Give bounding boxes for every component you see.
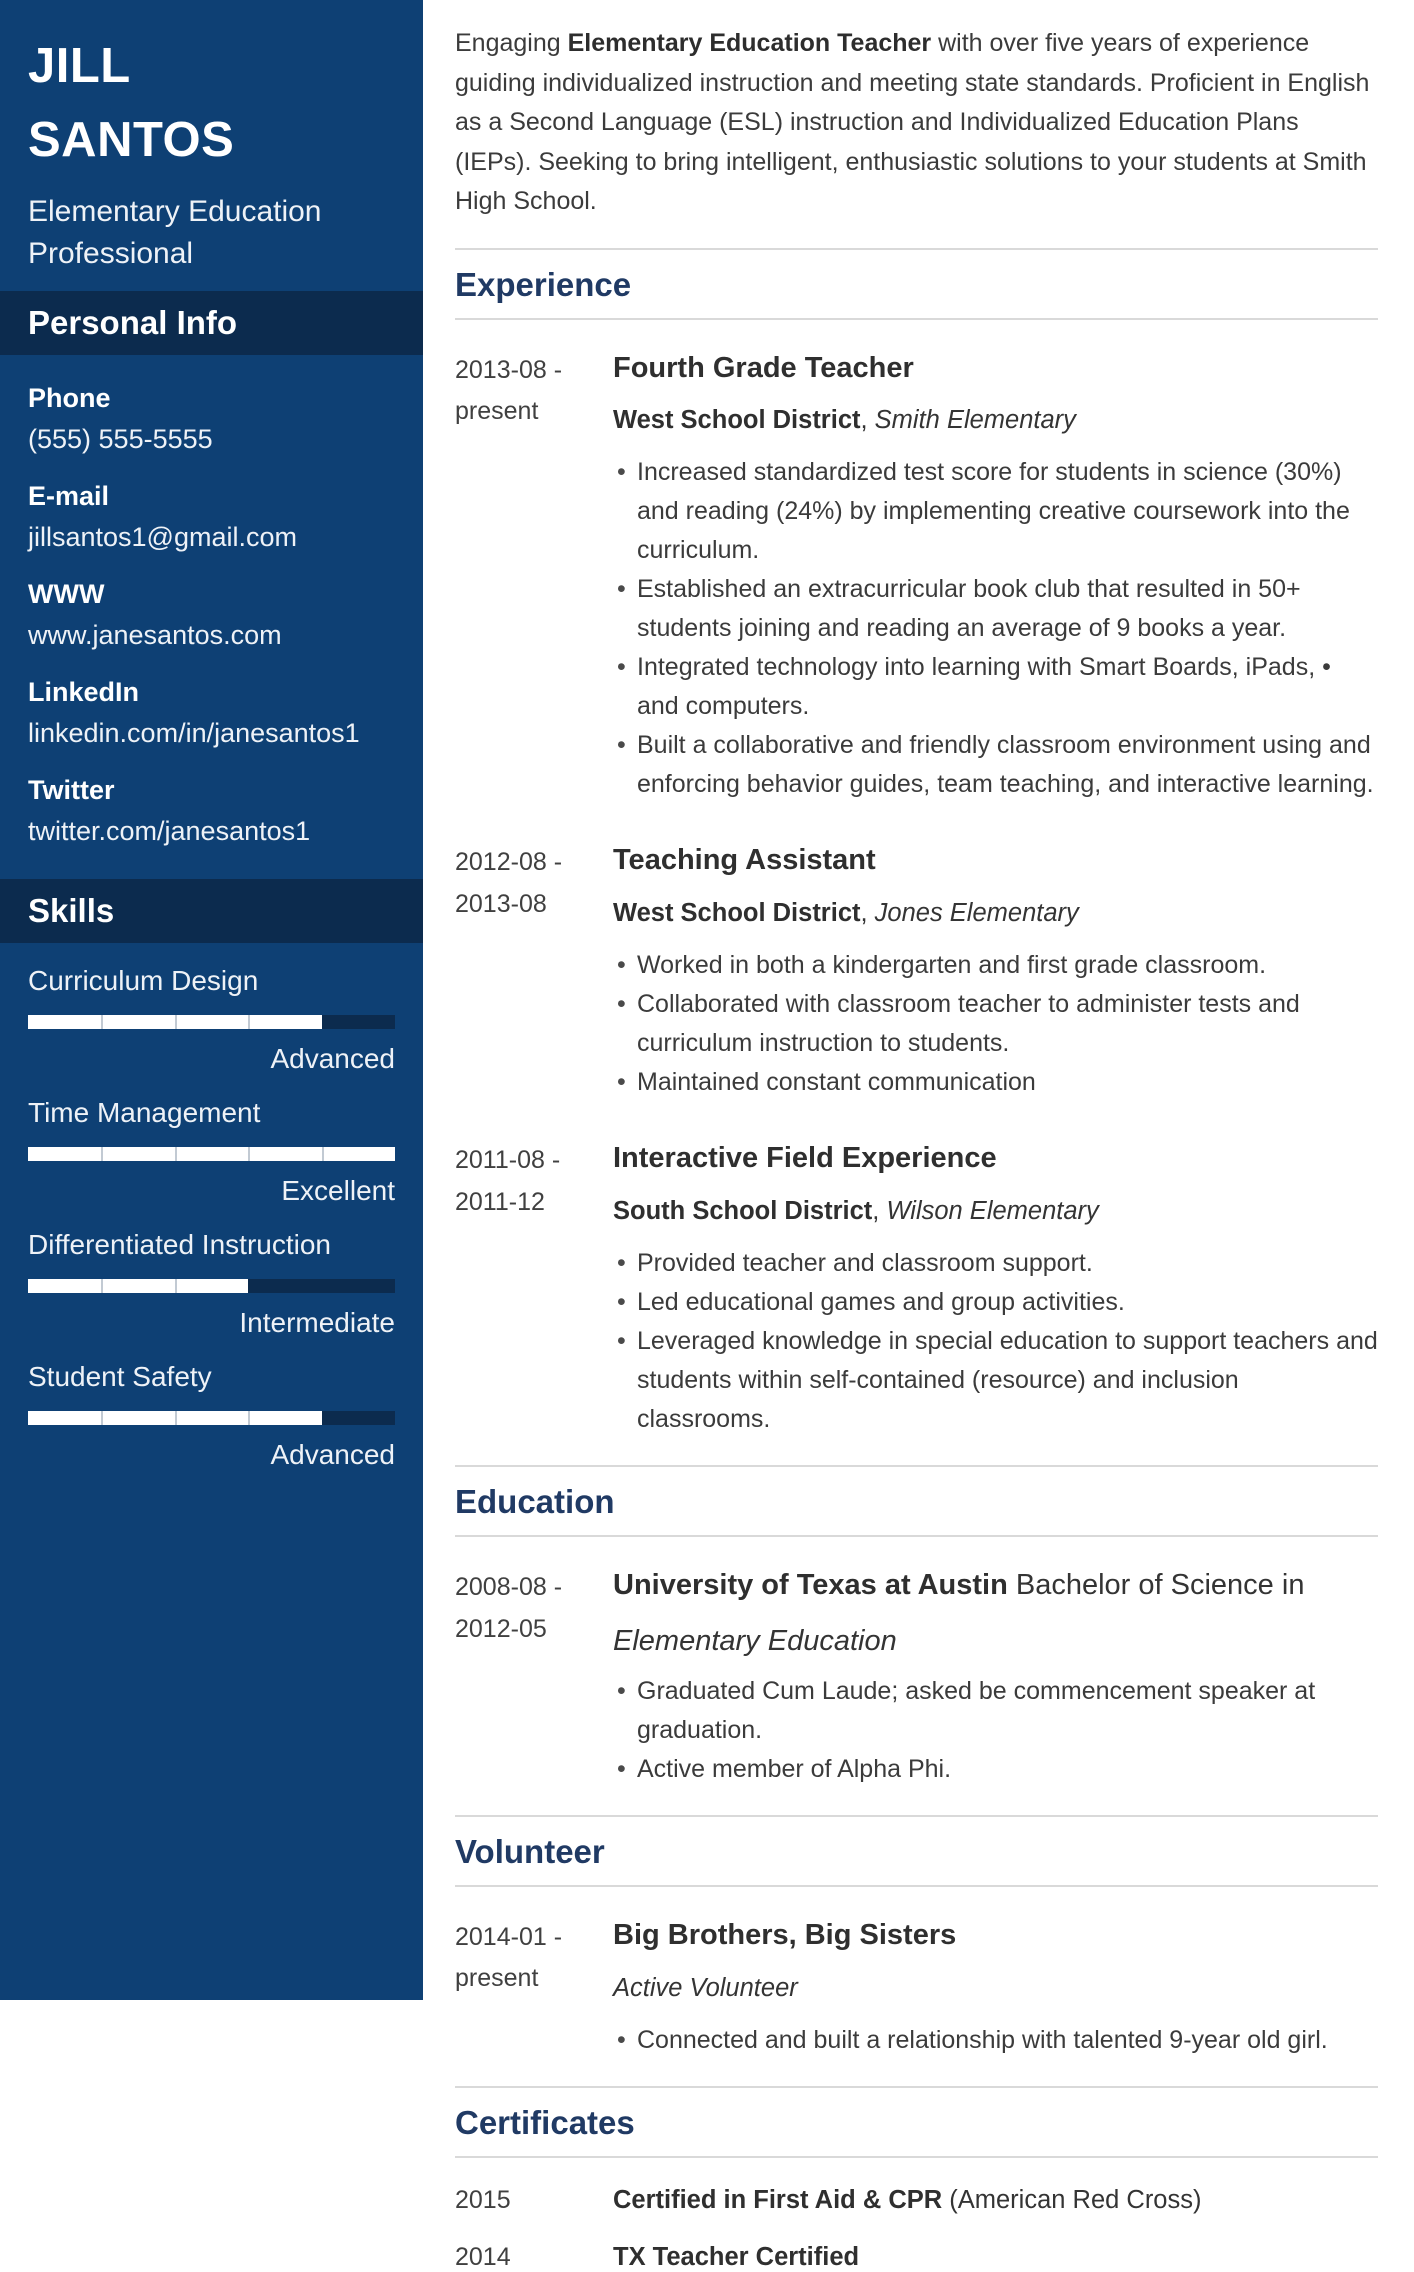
section-divider: [455, 248, 1378, 250]
entry-body: [613, 842, 1378, 1102]
entry-dates: [455, 842, 613, 1102]
section-heading-certificates: Certificates: [455, 2103, 635, 2141]
section-divider: [455, 1535, 1378, 1537]
candidate-title: Elementary Education Professional: [28, 195, 322, 270]
certificate-issuer: (American Red Cross): [942, 2185, 1202, 2214]
entry-body: [613, 1917, 1378, 2060]
contact-value-linkedin: linkedin.com/in/janesantos1: [28, 718, 360, 748]
personal-info-heading: Personal Info: [0, 291, 423, 355]
entry-body: [613, 350, 1378, 805]
separator: ,: [872, 1197, 887, 1226]
contact-label: LinkedIn: [28, 677, 140, 707]
profile-summary: [455, 24, 1378, 222]
bullet-item: • Integrated technology into learning with Smart Boards, iPads, • and computers.: [613, 648, 1378, 726]
date-start: 2011-08 -: [455, 1146, 561, 1175]
job-title: Teaching Assistant: [613, 844, 876, 877]
skill-item: [28, 965, 395, 1075]
name-line-2: SANTOS: [28, 112, 235, 167]
certificate-year: 2015: [455, 2185, 511, 2214]
skill-level: Excellent: [281, 1175, 395, 1206]
summary-prefix: Engaging: [455, 29, 568, 57]
summary-rest: with over five years of experience guiding individualized instruction and meeting state standards. Proficient in English as a Second Language (ESL) instruction and Individualized Education Plans (IEPs). Seeking to bring intelligent, enthusiastic solutions to your students at Smith High School.: [455, 29, 1370, 215]
contact-value-phone: (555) 555-5555: [28, 424, 213, 454]
date-start: 2014-01 -: [455, 1923, 563, 1951]
school-name: University of Texas at Austin: [613, 1569, 1008, 1602]
date-start: 2008-08 -: [455, 1573, 563, 1602]
company-name: South School District: [613, 1197, 873, 1226]
skill-progress-fill: [28, 1279, 248, 1293]
summary-highlight: Elementary Education Teacher: [567, 29, 932, 57]
certificate-name: Certified in First Aid & CPR: [613, 2185, 943, 2214]
skill-progress-bar: [28, 1147, 395, 1161]
skill-name: Student Safety: [28, 1361, 212, 1392]
section-divider: [455, 318, 1378, 320]
education-bullets: [613, 1672, 1378, 1789]
job-company-line: [613, 894, 1378, 932]
sidebar: [0, 0, 423, 2000]
company-name: West School District: [613, 406, 861, 435]
contact-value-website: www.janesantos.com: [28, 620, 282, 650]
job-title: Fourth Grade Teacher: [613, 351, 914, 384]
bullet-item: • Collaborated with classroom teacher to administer tests and curriculum instruction to students.: [613, 985, 1378, 1063]
section-divider: [455, 2086, 1378, 2088]
contact-label: Twitter: [28, 775, 115, 805]
skill-progress-bar: [28, 1411, 395, 1425]
bullet-item: • Active member of Alpha Phi.: [613, 1750, 1378, 1789]
date-end: 2012-05: [455, 1614, 547, 1643]
section-divider: [455, 1815, 1378, 1817]
job-bullets: [613, 946, 1378, 1102]
job-location: Wilson Elementary: [886, 1197, 1099, 1226]
skill-progress-bar: [28, 1015, 395, 1029]
contact-value-twitter: twitter.com/janesantos1: [28, 816, 311, 846]
bullet-item: • Increased standardized test score for students in science (30%) and reading (24%) by implementing creative coursework into the curriculum.: [613, 453, 1378, 570]
name-line-1: JILL: [28, 39, 131, 93]
contact-label: WWW: [28, 579, 105, 609]
date-start: 2013-08 -: [455, 355, 563, 384]
entry-body: [613, 1567, 1378, 1789]
contact-item-website: [28, 579, 395, 651]
certificate-title: [613, 2243, 1378, 2272]
certificate-title: [613, 2186, 1378, 2215]
skill-name: Curriculum Design: [28, 965, 259, 996]
contact-list: [0, 355, 423, 847]
section-heading-experience: Experience: [455, 265, 632, 303]
bullet-item: • Maintained constant communication: [613, 1063, 1378, 1102]
bullet-item: • Connected and built a relationship with talented 9-year old girl.: [613, 2021, 1378, 2060]
contact-item-linkedin: [28, 677, 395, 749]
date-end: 2011-12: [455, 1187, 545, 1216]
bullet-item: • Leveraged knowledge in special education to support teachers and students within self-contained (resource) and inclusion classrooms.: [613, 1322, 1378, 1439]
bullet-item: • Established an extracurricular book club that resulted in 50+ students joining and reading an average of 9 books a year.: [613, 570, 1378, 648]
experience-entry: [455, 842, 1378, 1102]
section-heading-volunteer: Volunteer: [455, 1833, 605, 1870]
company-name: West School District: [613, 899, 861, 928]
job-title: Interactive Field Experience: [613, 1142, 997, 1175]
skill-name: Time Management: [28, 1097, 261, 1128]
job-location: Jones Elementary: [874, 899, 1079, 928]
skill-progress-bar: [28, 1279, 395, 1293]
job-company-line: [613, 401, 1378, 439]
candidate-name: [0, 0, 423, 177]
job-location: Smith Elementary: [874, 406, 1076, 435]
volunteer-role-text: Active Volunteer: [613, 1973, 798, 2002]
date-end: 2013-08: [455, 889, 547, 918]
bullet-item: • Built a collaborative and friendly classroom environment using and enforcing behavior guides, team teaching, and interactive learning.: [613, 726, 1378, 804]
skill-name: Differentiated Instruction: [28, 1229, 331, 1260]
separator: ,: [860, 406, 875, 435]
volunteer-role: [613, 1969, 1378, 2007]
skill-item: [28, 1229, 395, 1339]
skill-level: Intermediate: [239, 1307, 395, 1338]
skill-level: Advanced: [270, 1439, 395, 1470]
contact-item-twitter: [28, 775, 395, 847]
bullet-item: • Led educational games and group activities.: [613, 1283, 1378, 1322]
contact-item-email: [28, 481, 395, 553]
date-end: present: [455, 396, 539, 425]
degree-name: Bachelor of Science in: [1007, 1569, 1305, 1602]
experience-entry: [455, 1140, 1378, 1439]
skill-item: [28, 1097, 395, 1207]
skills-heading: Skills: [0, 879, 423, 943]
skill-item: [28, 1361, 395, 1471]
volunteer-bullets: [613, 2021, 1378, 2060]
contact-label: Phone: [28, 383, 111, 413]
entry-body: [613, 1140, 1378, 1439]
date-start: 2012-08 -: [455, 848, 563, 877]
education-entry: [455, 1567, 1378, 1789]
bullet-item: • Worked in both a kindergarten and first grade classroom.: [613, 946, 1378, 985]
skills-list: [0, 965, 423, 1471]
main-content: [423, 0, 1414, 2271]
section-divider: [455, 1885, 1378, 1887]
bullet-item: • Provided teacher and classroom support.: [613, 1244, 1378, 1283]
job-bullets: [613, 1244, 1378, 1439]
bullet-item: • Graduated Cum Laude; asked be commencement speaker at graduation.: [613, 1672, 1378, 1750]
date-end: present: [455, 1964, 539, 1993]
certificate-year: 2014: [455, 2242, 511, 2271]
separator: ,: [860, 899, 875, 928]
certificate-name: TX Teacher Certified: [613, 2242, 860, 2271]
section-divider: [455, 2156, 1378, 2158]
contact-item-phone: [28, 383, 395, 455]
skill-progress-fill: [28, 1147, 395, 1161]
contact-label: E-mail: [28, 481, 110, 511]
field-of-study: Elementary Education: [613, 1625, 897, 1657]
volunteer-entry: [455, 1917, 1378, 2060]
degree-line: [613, 1567, 1378, 1605]
contact-value-email: jillsantos1@gmail.com: [28, 522, 297, 552]
certificate-entry: [455, 2186, 1378, 2215]
entry-dates: [455, 1917, 613, 2060]
job-bullets: [613, 453, 1378, 804]
experience-entry: [455, 350, 1378, 805]
volunteer-org: Big Brothers, Big Sisters: [613, 1919, 957, 1951]
certificate-entry: [455, 2243, 1378, 2272]
entry-dates: [455, 1140, 613, 1439]
section-heading-education: Education: [455, 1483, 615, 1521]
job-company-line: [613, 1192, 1378, 1230]
entry-dates: [455, 1567, 613, 1789]
entry-dates: [455, 350, 613, 805]
skill-level: Advanced: [270, 1043, 395, 1074]
section-divider: [455, 1465, 1378, 1467]
